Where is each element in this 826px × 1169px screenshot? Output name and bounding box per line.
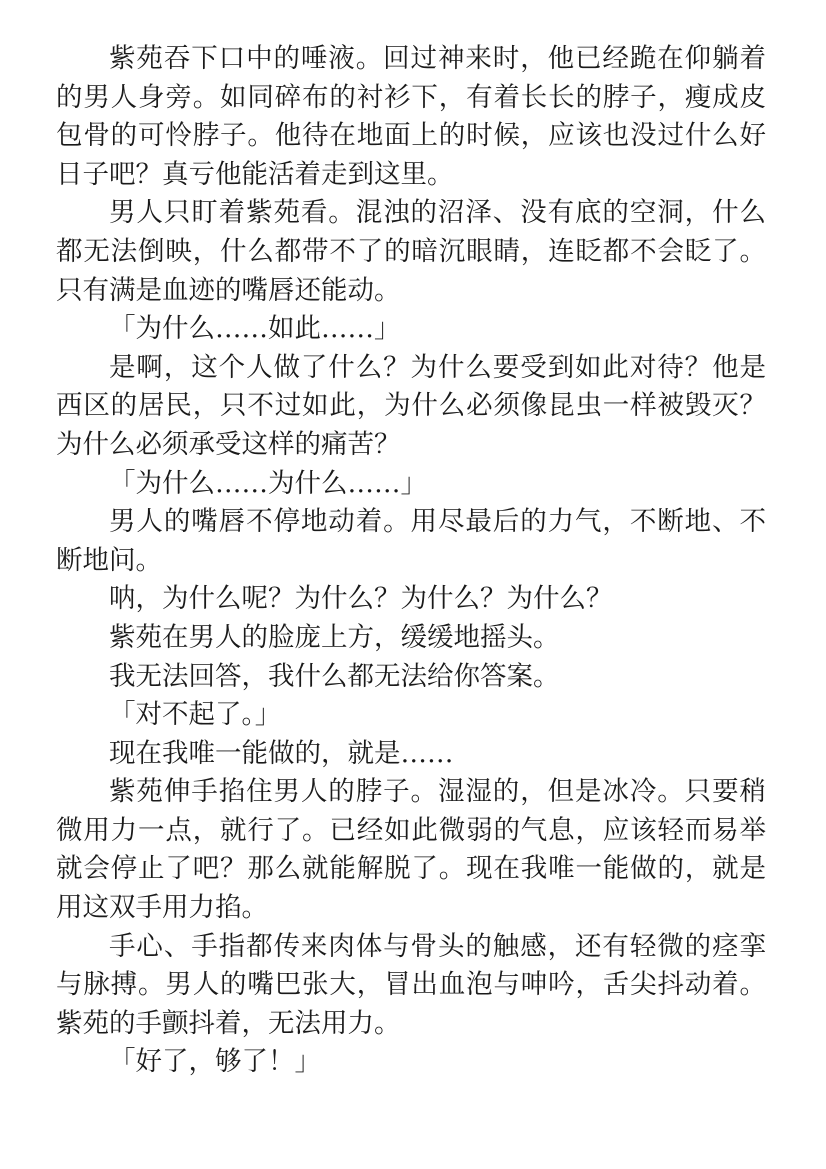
paragraph: 手心、手指都传来肉体与骨头的触感，还有轻微的痉挛与脉搏。男人的嘴巴张大，冒出血泡与呻吟，舌尖抖动着。紫苑的手颤抖着，无法用力。 (56, 930, 766, 1039)
paragraph: 紫苑吞下口中的唾液。回过神来时，他已经跪在仰躺着的男人身旁。如同碎布的衬衫下，有着长长的脖子，瘦成皮包骨的可怜脖子。他待在地面上的时候，应该也没过什么好日子吧？真亏他能活着走到这里。 (56, 43, 766, 190)
dialogue-line: 「为什么……如此……」 (109, 313, 401, 345)
paragraph: 男人的嘴唇不停地动着。用尽最后的力气，不断地、不断地问。 (56, 506, 766, 576)
dialogue-line: 「为什么……为什么……」 (109, 467, 427, 499)
paragraph: 男人只盯着紫苑看。混浊的沼泽、没有底的空洞，什么都无法倒映，什么都带不了的暗沉眼睛，连眨都不会眨了。只有满是血迹的嘴唇还能动。 (56, 197, 766, 306)
paragraph: 是啊，这个人做了什么？为什么要受到如此对待？他是西区的居民，只不过如此，为什么必须像昆虫一样被毁灭？为什么必须承受这样的痛苦？ (56, 351, 766, 460)
paragraph: 呐，为什么呢？为什么？为什么？为什么？ (109, 583, 613, 615)
paragraph: 我无法回答，我什么都无法给你答案。 (109, 660, 560, 692)
paragraph: 现在我唯一能做的，就是…… (109, 737, 454, 769)
paragraph: 紫苑伸手掐住男人的脖子。湿湿的，但是冰冷。只要稍微用力一点，就行了。已经如此微弱的气息，应该轻而易举就会停止了吧？那么就能解脱了。现在我唯一能做的，就是用这双手用力掐。 (56, 776, 766, 924)
paragraph: 紫苑在男人的脸庞上方，缓缓地摇头。 (109, 621, 560, 653)
dialogue-line: 「对不起了。」 (109, 699, 282, 731)
dialogue-line: 「好了，够了！」 (109, 1046, 321, 1078)
body-text (56, 40, 766, 1082)
